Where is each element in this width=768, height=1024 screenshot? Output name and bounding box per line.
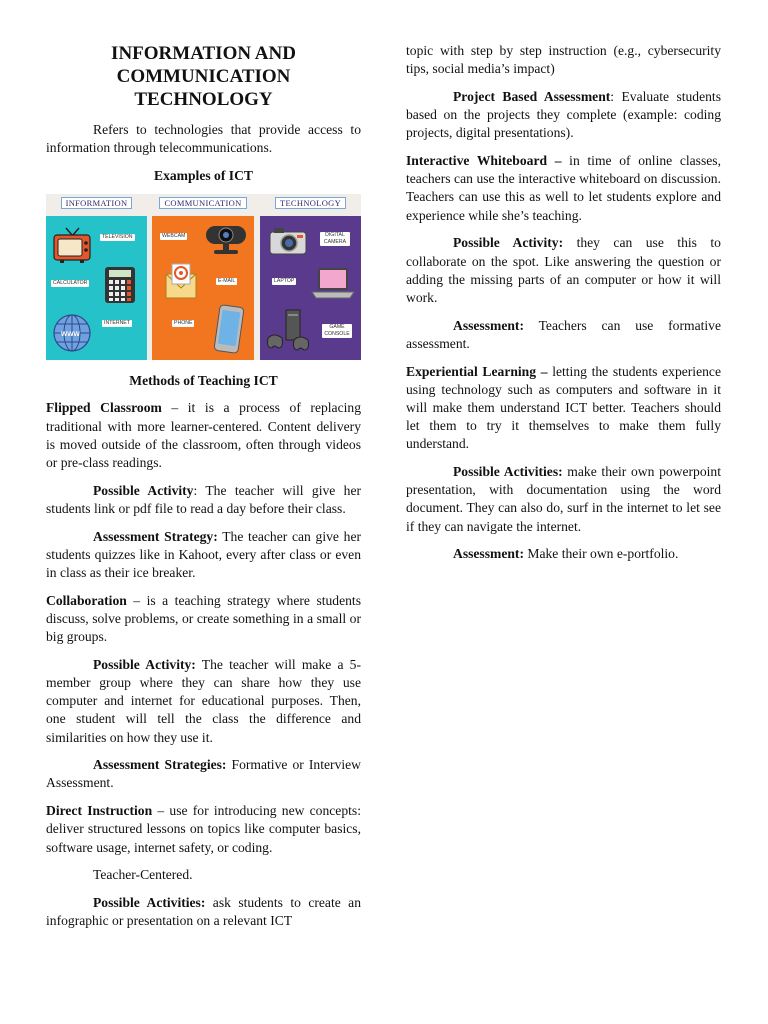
collaboration-activity-paragraph [46, 656, 361, 747]
laptop-icon [310, 266, 356, 300]
collaboration-assessment-label: Assessment Strategies: [93, 757, 227, 773]
experiential-assessment-text: Make their own e-portfolio. [523, 546, 679, 562]
collaboration-activity-label: Possible Activity: [93, 656, 196, 672]
internet-label: INTERNET [104, 320, 130, 327]
flipped-classroom-text: – it is a process of replacing traditional with more learner-centered. Content delivery is moved outside of the classroom, often through videos or pre-class readings. [46, 400, 361, 470]
flipped-activity-text: : The teacher will give her students link or pdf file to read a day before their class. [46, 482, 361, 516]
direct-activities-label: Possible Activities: [93, 894, 206, 910]
collaboration-assessment-text: Formative or Interview Assessment. [46, 757, 361, 791]
email-label: E-MAIL [218, 278, 236, 285]
laptop-label: LAPTOP [274, 278, 295, 285]
television-icon [52, 226, 92, 264]
project-assessment-label: Project Based Assessment [453, 88, 611, 104]
flipped-assessment-text: The teacher can give her students quizzes like in Kahoot, every after class or even in class as their ice breaker. [46, 528, 362, 580]
teacher-centered-paragraph: Teacher-Centered. [93, 867, 193, 883]
page-title: INFORMATION AND COMMUNICATION TECHNOLOGY [111, 43, 296, 110]
examples-heading: Examples of ICT [154, 167, 253, 183]
header-information: INFORMATION [46, 196, 147, 210]
experiential-activities-text: make their own powerpoint presentation, with documentation using the word document. They can also do, surf in the internet to let see if they can navigate the internet. [406, 464, 721, 534]
experiential-assessment-label: Assessment: [453, 546, 524, 562]
direct-instruction-paragraph [46, 802, 361, 857]
continued-paragraph: topic with step by step instruction (e.g., cybersecurity tips, social media’s impact) [406, 43, 721, 77]
whiteboard-text: in time of online classes, teachers can use the interactive whiteboard on discussion. Teachers can use this as well to let students explore and experience while she’s teaching. [406, 153, 721, 223]
collaboration-text: – is a teaching strategy where students discuss, solve problems, or create something in a small or big groups. [46, 592, 361, 645]
information-panel [46, 216, 147, 360]
calculator-icon [104, 266, 136, 304]
header-communication: COMMUNICATION [152, 196, 254, 210]
flipped-classroom-paragraph [46, 399, 361, 472]
flipped-assessment-paragraph [46, 528, 361, 583]
experiential-text: letting the students experience using technology such as computers and software in it will make them understand ICT better. Teachers should let them to try it themselves to make them fully understand. [406, 363, 721, 452]
direct-activities-text: ask students to create an infographic or presentation on a relevant ICT [46, 894, 362, 929]
whiteboard-assessment-paragraph [406, 317, 721, 353]
webcam-icon [204, 222, 248, 258]
communication-panel [152, 216, 254, 360]
whiteboard-activity-label: Possible Activity: [453, 235, 564, 251]
direct-activities-paragraph [46, 894, 361, 930]
game-console-label: GAME CONSOLE [322, 324, 352, 338]
intro-paragraph: Refers to technologies that provide access to information through telecommunications. [46, 122, 361, 156]
experiential-activities-label: Possible Activities: [453, 464, 563, 480]
header-technology: TECHNOLOGY [260, 196, 361, 210]
phone-label: PHONE [174, 320, 193, 327]
left-column [46, 42, 361, 940]
whiteboard-assessment-text: Teachers can use formative assessment. [406, 317, 721, 351]
direct-instruction-term: Direct Instruction [46, 803, 153, 819]
game-console-icon [264, 308, 314, 354]
whiteboard-activity-text: they can use this to collaborate on the spot. Like answering the question or adding the missing parts of an computer or how it will work. [406, 235, 721, 305]
project-assessment-text: : Evaluate students based on the projects they complete (example: coding projects, digital presentations). [406, 88, 722, 141]
webcam-label: WEBCAM [162, 233, 186, 240]
svg-text:www: www [61, 329, 80, 339]
email-icon [164, 262, 198, 300]
ict-infographic [46, 194, 361, 360]
collaboration-paragraph [46, 592, 361, 647]
television-label: TELEVISION [102, 234, 133, 241]
whiteboard-paragraph [406, 152, 721, 225]
flipped-assessment-label: Assessment Strategy: [93, 528, 218, 544]
experiential-assessment-paragraph [406, 545, 721, 563]
right-column [406, 42, 721, 573]
flipped-activity-label: Possible Activity [93, 482, 194, 498]
project-assessment-paragraph [406, 88, 721, 143]
globe-icon [52, 312, 92, 354]
collaboration-activity-text: The teacher will make a 5-member group where they can share how they use computer and internet for educational purposes. Then, one student will tell the class the difference and similarities on how they use it. [46, 656, 361, 745]
camera-icon [268, 224, 308, 256]
experiential-paragraph [406, 363, 721, 454]
collaboration-assessment-paragraph [46, 756, 361, 792]
calculator-label: CALCULATOR [53, 280, 88, 287]
whiteboard-activity-paragraph [406, 234, 721, 307]
experiential-term: Experiential Learning – [406, 363, 548, 379]
direct-instruction-text: – use for introducing new concepts: deliver structured lessons on topics like computer basics, software usage, internet safety, or coding. [46, 803, 361, 855]
experiential-activities-paragraph [406, 463, 721, 536]
collaboration-term: Collaboration [46, 592, 127, 608]
methods-heading: Methods of Teaching ICT [129, 373, 278, 389]
phone-icon [214, 304, 244, 354]
whiteboard-assessment-label: Assessment: [453, 317, 524, 333]
flipped-classroom-term: Flipped Classroom [46, 400, 162, 416]
whiteboard-term: Interactive Whiteboard – [406, 153, 562, 169]
technology-panel [260, 216, 361, 360]
flipped-activity-paragraph [46, 482, 361, 518]
camera-label: DIGITAL CAMERA [320, 232, 350, 246]
